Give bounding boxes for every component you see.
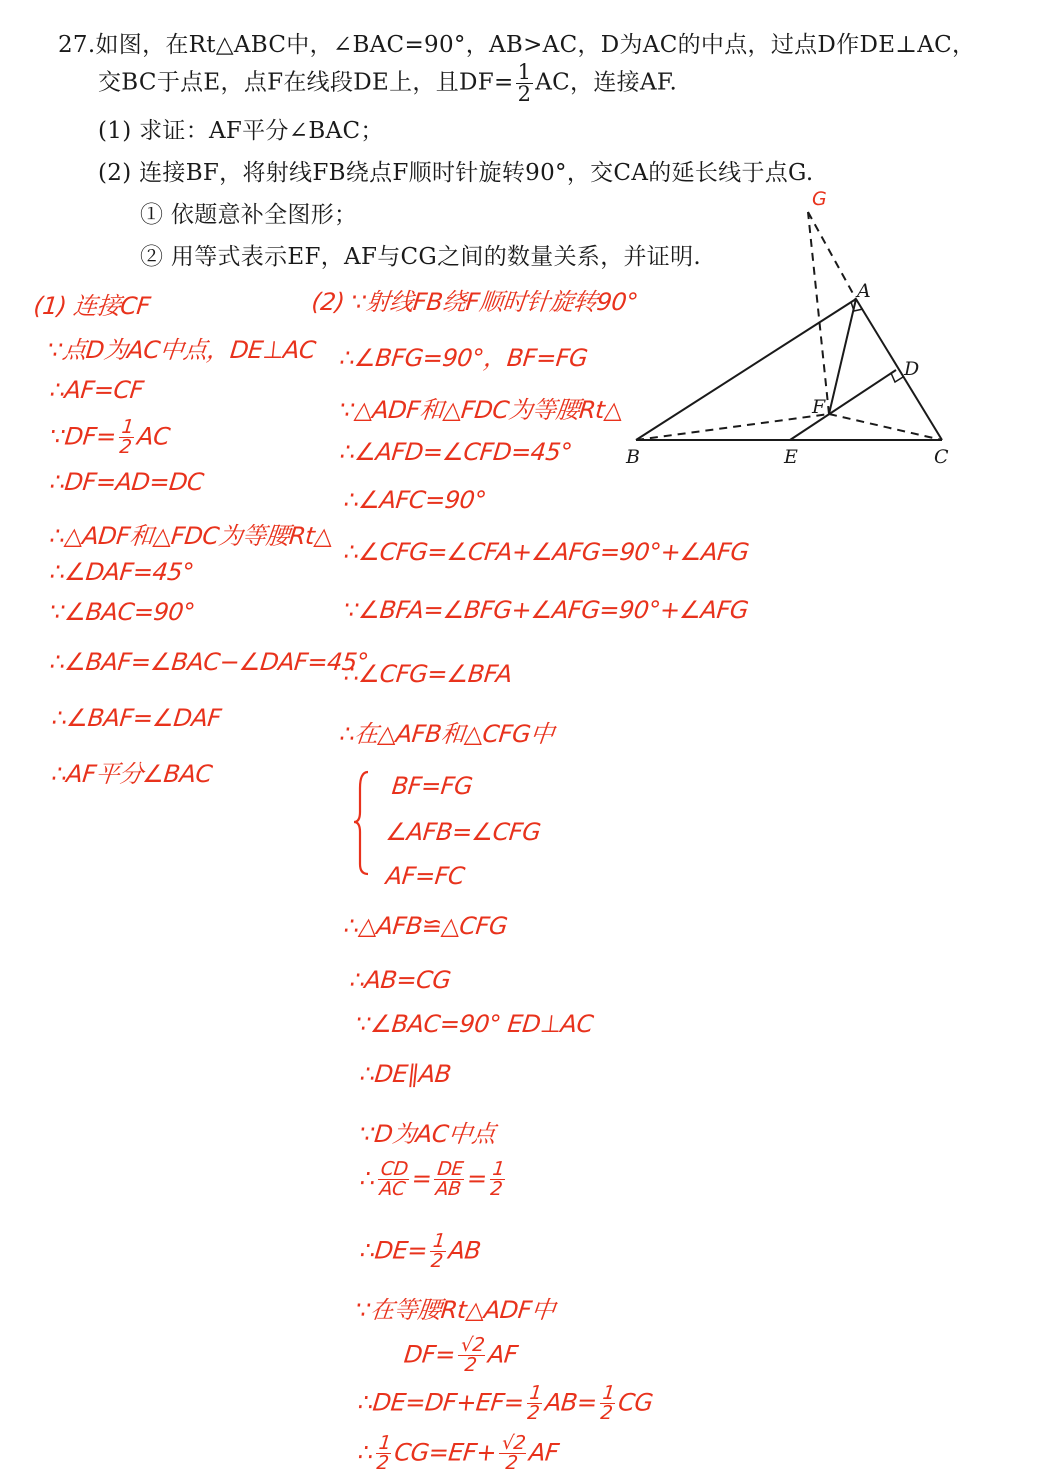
label-a: A (857, 280, 871, 302)
answer-right-line-16: ∴DE∥AB (358, 1060, 453, 1088)
answer-right-line-18-pre: ∴ (358, 1164, 377, 1193)
equals-sign: = (465, 1164, 489, 1193)
answer-right-line-19-post: AB (447, 1236, 483, 1265)
equals-sign: = (410, 1164, 433, 1193)
fraction-numerator: √2 (459, 1334, 486, 1356)
fraction-half (524, 1384, 544, 1423)
fraction-root2-over-2 (497, 1434, 528, 1473)
answer-right-line-9: ∴在△AFB和△CFG中 (338, 720, 556, 748)
answer-right-line-21 (402, 1336, 519, 1375)
answer-right-line-14: ∴AB=CG (348, 966, 453, 994)
answer-left-line-6: ∴△ADF和△FDC为等腰Rt△ (48, 522, 334, 550)
label-c: C (934, 446, 949, 468)
ratio-cd-ac (376, 1160, 411, 1199)
segment-cf-dashed (829, 414, 942, 440)
answer-left-line-9: ∴∠BAF=∠BAC−∠DAF=45° (48, 648, 370, 676)
fraction-numerator: √2 (500, 1432, 527, 1454)
fraction-denominator: 2 (517, 82, 532, 106)
answer-right-line-23-pre: ∴ (356, 1438, 375, 1467)
fraction-numerator: 1 (491, 1158, 506, 1180)
answer-right-line-20: ∵在等腰Rt△ADF中 (354, 1296, 557, 1324)
fraction-numerator: DE (436, 1158, 465, 1180)
answer-right-line-10: BF=FG (390, 772, 474, 800)
label-e: E (784, 446, 798, 468)
fraction-half (374, 1434, 394, 1473)
fraction-denominator: AB (434, 1178, 462, 1200)
fraction-half (428, 1232, 448, 1271)
segment-bf-dashed (636, 414, 829, 440)
answer-left-line-7: ∴∠DAF=45° (48, 558, 196, 586)
answer-left-line-8: ∵∠BAC=90° (48, 598, 197, 626)
answer-right-line-22-mid: AB= (543, 1388, 599, 1417)
answer-right-line-18 (358, 1160, 510, 1199)
segment-de (790, 370, 896, 440)
fraction-numerator: 1 (431, 1230, 446, 1252)
answer-right-line-2: ∴∠BFG=90°，BF=FG (338, 344, 589, 372)
answer-left-line-4 (48, 418, 172, 457)
answer-right-line-8: ∴∠CFG=∠BFA (342, 660, 514, 688)
answer-right-line-23-post: AF (527, 1438, 560, 1467)
answer-right-line-11: ∠AFB=∠CFG (384, 818, 542, 846)
answer-right-line-23-mid: CG=EF+ (393, 1438, 498, 1467)
answer-left-line-4-fraction (117, 418, 137, 457)
answer-left-line-1: (1) 连接CF (32, 292, 152, 320)
answer-right-line-12: AF=FC (384, 862, 466, 890)
fraction-numerator: 1 (377, 1432, 392, 1454)
answer-right-line-15: ∵∠BAC=90° ED⊥AC (354, 1010, 595, 1038)
label-g: G (812, 188, 827, 210)
fraction-denominator: 2 (429, 1250, 444, 1272)
answer-left-line-3: ∴AF=CF (48, 376, 145, 404)
question-number: 27. (58, 32, 96, 58)
answer-left-line-2: ∵点D为AC中点，DE⊥AC (46, 336, 317, 364)
fraction-numerator: CD (379, 1158, 409, 1180)
system-brace (352, 768, 372, 876)
question-text-1: 如图，在Rt△ABC中，∠BAC=90°，AB>AC，D为AC的中点，过点D作DE⊥AC， (95, 32, 976, 58)
question-part-2: (2) 连接BF，将射线FB绕点F顺时针旋转90°，交CA的延长线于点G. (98, 160, 814, 186)
question-text-2a: 交BC于点E，点F在线段DE上，且DF= (98, 69, 514, 96)
answer-right-line-3: ∵△ADF和△FDC为等腰Rt△ (338, 396, 624, 424)
answer-right-line-21-pre: DF= (402, 1340, 457, 1369)
answer-right-line-4: ∴∠AFD=∠CFD=45° (338, 438, 574, 466)
fraction-half (516, 62, 534, 105)
answer-right-line-6: ∴∠CFG=∠CFA+∠AFG=90°+∠AFG (342, 538, 751, 566)
answer-right-line-1: (2) ∵射线FB绕F顺时针旋转90° (310, 288, 640, 316)
answer-right-line-7: ∵∠BFA=∠BFG+∠AFG=90°+∠AFG (342, 596, 750, 624)
question-text-2b: AC，连接AF. (535, 69, 678, 96)
segment-af (829, 299, 856, 414)
answer-right-line-21-post: AF (486, 1340, 519, 1369)
fraction-denominator: AC (378, 1178, 407, 1200)
fraction-numerator: 1 (517, 60, 532, 84)
answer-left-line-11: ∴AF平分∠BAC (50, 760, 214, 788)
fraction-denominator: 2 (463, 1354, 478, 1376)
fraction-numerator: 1 (601, 1382, 616, 1404)
fraction-denominator: 2 (118, 436, 133, 458)
label-b: B (626, 446, 640, 468)
answer-left-line-4-post: AC (135, 422, 172, 451)
question-line-2 (98, 62, 677, 105)
question-line-1 (58, 26, 975, 59)
answer-right-line-19-pre: ∴DE= (358, 1236, 429, 1265)
answer-right-line-19 (358, 1232, 483, 1271)
ratio-half (487, 1160, 507, 1199)
question-part-2-sub-1: ① 依题意补全图形； (140, 202, 358, 228)
answer-right-line-22 (356, 1384, 655, 1423)
question-part-2-sub-2: ② 用等式表示EF，AF与CG之间的数量关系，并证明. (140, 244, 702, 270)
fraction-denominator: 2 (599, 1402, 614, 1424)
fraction-numerator: 1 (528, 1382, 543, 1404)
label-f: F (812, 396, 826, 418)
label-d: D (904, 358, 920, 380)
answer-right-line-22-post: CG (616, 1388, 655, 1417)
fraction-denominator: 2 (375, 1452, 390, 1474)
answer-right-line-17: ∵D为AC中点 (358, 1120, 497, 1148)
fraction-denominator: 2 (526, 1402, 541, 1424)
geometry-figure (600, 180, 980, 480)
fraction-half (598, 1384, 618, 1423)
fraction-denominator: 2 (489, 1178, 504, 1200)
ratio-de-ab (432, 1160, 466, 1199)
segment-ac (856, 299, 942, 440)
fraction-root2-over-2 (456, 1336, 487, 1375)
answer-left-line-10: ∴∠BAF=∠DAF (50, 704, 223, 732)
answer-right-line-22-pre: ∴DE=DF+EF= (356, 1388, 526, 1417)
fraction-numerator: 1 (120, 416, 135, 438)
answer-right-line-13: ∴△AFB≌△CFG (342, 912, 509, 940)
question-part-1: (1) 求证：AF平分∠BAC； (98, 118, 384, 144)
answer-left-line-4-pre: ∵DF= (48, 422, 118, 451)
answer-left-line-5: ∴DF=AD=DC (48, 468, 205, 496)
answer-right-line-5: ∴∠AFC=90° (342, 486, 488, 514)
answer-right-line-23 (356, 1434, 560, 1473)
fraction-denominator: 2 (504, 1452, 519, 1474)
